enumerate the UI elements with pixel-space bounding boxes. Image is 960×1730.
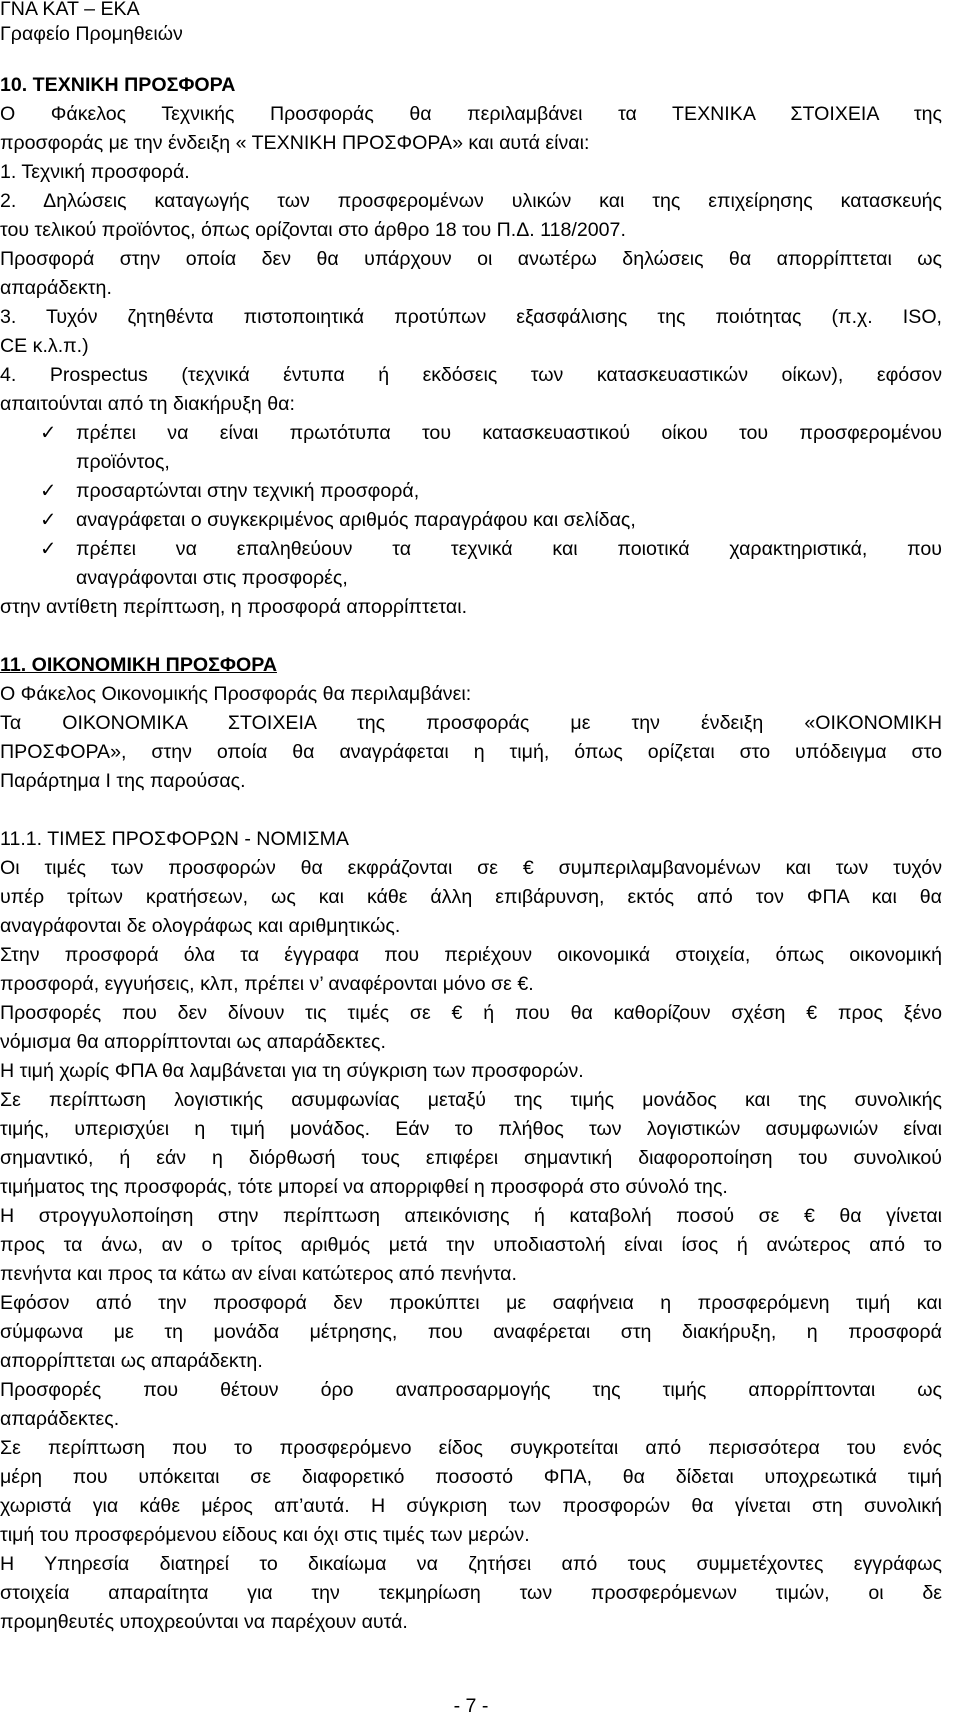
bullet-text-line-2: αναγράφονται στις προσφορές, bbox=[76, 567, 348, 589]
list-item bbox=[0, 419, 942, 477]
checkmark-icon: ✓ bbox=[40, 509, 57, 531]
text-line: Οι τιμές των προσφορών θα εκφράζονται σε € συμπεριλαμβανομένων και των τυχόν bbox=[0, 857, 943, 879]
euro-symbol: € bbox=[522, 857, 534, 879]
checkmark-icon: ✓ bbox=[40, 538, 57, 560]
section-11-paragraph-1: Ο Φάκελος Οικονομικής Προσφοράς θα περιλαμβάνει: bbox=[0, 683, 472, 705]
section-10-item-4-line-2: απαιτούνται από τη διακήρυξη θα: bbox=[0, 393, 295, 415]
section-10-item-2-line-2: του τελικού προϊόντος, όπως ορίζονται στο άρθρο 18 του Π.Δ. 118/2007. bbox=[0, 219, 626, 241]
text-line: απαράδεκτες. bbox=[0, 1408, 120, 1430]
section-10-intro-line-1: Ο Φάκελος Τεχνικής Προσφοράς θα περιλαμβάνει τα ΤΕΧΝΙΚΑ ΣΤΟΙΧΕΙΑ της bbox=[0, 103, 942, 125]
section-11-paragraph-2-line-1: Τα ΟΙΚΟΝΟΜΙΚΑ ΣΤΟΙΧΕΙΑ της προσφοράς με την ένδειξη «ΟΙΚΟΝΟΜΙΚΗ bbox=[0, 712, 942, 734]
section-10-heading: 10. ΤΕΧΝΙΚΗ ΠΡΟΣΦΟΡΑ bbox=[0, 74, 236, 96]
section-11-paragraph-2-line-2: ΠΡΟΣΦΟΡΑ», στην οποία θα αναγράφεται η τιμή, όπως ορίζεται στο υπόδειγμα στο bbox=[0, 741, 942, 763]
bullet-text-line-2: προϊόντος, bbox=[76, 451, 170, 473]
page-header bbox=[0, 0, 183, 47]
text-line: Η στρογγυλοποίηση στην περίπτωση απεικόνισης ή καταβολή ποσού σε € θα γίνεται bbox=[0, 1205, 942, 1227]
list-item bbox=[0, 506, 942, 535]
euro-symbol: € bbox=[806, 1002, 818, 1024]
checkmark-icon: ✓ bbox=[40, 422, 57, 444]
text-line: τιμήματος της προσφοράς, τότε μπορεί να απορριφθεί η προσφορά στο σύνολό της. bbox=[0, 1176, 728, 1198]
section-11-paragraph-2-line-3: Παράρτημα Ι της παρούσας. bbox=[0, 770, 246, 792]
section-10-intro-line-2: προσφοράς με την ένδειξη « ΤΕΧΝΙΚΗ ΠΡΟΣΦΟΡΑ» και αυτά είναι: bbox=[0, 132, 590, 154]
text-line: μέρη που υπόκειται σε διαφορετικό ποσοστό ΦΠΑ, θα δίδεται υποχρεωτικά τιμή bbox=[0, 1466, 942, 1488]
text-line: προσφορά, εγγυήσεις, κλπ, πρέπει ν’ αναφέρονται μόνο σε €. bbox=[0, 973, 534, 995]
header-department: Γραφείο Προμηθειών bbox=[0, 23, 183, 45]
text-line: αναγράφονται δε ολογράφως και αριθμητικώς. bbox=[0, 915, 401, 937]
section-11-heading: 11. ΟΙΚΟΝΟΜΙΚΗ ΠΡΟΣΦΟΡΑ bbox=[0, 654, 277, 676]
text-line: Προσφορές που δεν δίνουν τις τιμές σε € ή που θα καθορίζουν σχέση € προς ξένο bbox=[0, 1002, 942, 1024]
section-11-1-heading: 11.1. ΤΙΜΕΣ ΠΡΟΣΦΟΡΩΝ - ΝΟΜΙΣΜΑ bbox=[0, 828, 349, 850]
section-10-item-4-line-1: 4. Prospectus (τεχνικά έντυπα ή εκδόσεις των κατασκευαστικών οίκων), εφόσον bbox=[0, 364, 942, 386]
text-line: Προσφορές που θέτουν όρο αναπροσαρμογής της τιμής απορρίπτονται ως bbox=[0, 1379, 942, 1401]
text-line: Η Υπηρεσία διατηρεί το δικαίωμα να ζητήσει από τους συμμετέχοντες εγγράφως bbox=[0, 1553, 942, 1575]
checkmark-icon: ✓ bbox=[40, 480, 57, 502]
section-10-item-3-line-2: CE κ.λ.π.) bbox=[0, 335, 89, 357]
section-10-item-2-line-3: Προσφορά στην οποία δεν θα υπάρχουν οι ανωτέρω δηλώσεις θα απορρίπτεται ως bbox=[0, 248, 942, 270]
list-item bbox=[0, 535, 942, 593]
section-10-item-2-line-4: απαράδεκτη. bbox=[0, 277, 112, 299]
text-line: χωριστά για κάθε μέρος απ’αυτά. Η σύγκριση των προσφορών θα γίνεται στη συνολική bbox=[0, 1495, 942, 1517]
euro-symbol: € bbox=[517, 973, 529, 995]
text-line: Εφόσον από την προσφορά δεν προκύπτει με σαφήνεια η προσφερόμενη τιμή και bbox=[0, 1292, 942, 1314]
euro-symbol: € bbox=[803, 1205, 815, 1227]
bullet-text-line-1: πρέπει να είναι πρωτότυπα του κατασκευαστικού οίκου του προσφερομένου bbox=[76, 422, 942, 444]
text-line: απορρίπτεται ως απαράδεκτη. bbox=[0, 1350, 263, 1372]
text-line: πενήντα και προς τα κάτω αν είναι κατώτερος από πενήντα. bbox=[0, 1263, 517, 1285]
bullet-text-line-1: αναγράφεται ο συγκεκριμένος αριθμός παραγράφου και σελίδας, bbox=[76, 509, 636, 531]
section-10-closing: στην αντίθετη περίπτωση, η προσφορά απορρίπτεται. bbox=[0, 596, 468, 618]
section-10-item-2-line-1: 2. Δηλώσεις καταγωγής των προσφερομένων υλικών και της επιχείρησης κατασκευής bbox=[0, 190, 942, 212]
text-line: τιμής, υπερισχύει η τιμή μονάδος. Εάν το πλήθος των λογιστικών ασυμφωνιών είναι bbox=[0, 1118, 942, 1140]
text-line: στοιχεία απαραίτητα για την τεκμηρίωση των προσφερόμενων τιμών, οι δε bbox=[0, 1582, 942, 1604]
bullet-text-line-1: προσαρτώνται στην τεχνική προσφορά, bbox=[76, 480, 420, 502]
text-line: προς τα άνω, αν ο τρίτος αριθμός μετά την υποδιαστολή είναι ίσος ή ανώτερος από το bbox=[0, 1234, 942, 1256]
text-line: Στην προσφορά όλα τα έγγραφα που περιέχουν οικονομικά στοιχεία, όπως οικονομική bbox=[0, 944, 942, 966]
text-line: σύμφωνα με τη μονάδα μέτρησης, που αναφέρεται στη διακήρυξη, η προσφορά bbox=[0, 1321, 942, 1343]
document-body bbox=[0, 71, 942, 1637]
page-number: - 7 - bbox=[453, 1695, 489, 1717]
list-item bbox=[0, 477, 942, 506]
euro-symbol: € bbox=[451, 1002, 463, 1024]
text-line: προμηθευτές υποχρεούνται να παρέχουν αυτά. bbox=[0, 1611, 408, 1633]
text-line: υπέρ τρίτων κρατήσεων, ως και κάθε άλλη επιβάρυνση, εκτός από τον ΦΠΑ και θα bbox=[0, 886, 942, 908]
section-10-item-3-line-1: 3. Τυχόν ζητηθέντα πιστοποιητικά προτύπων εξασφάλισης της ποιότητας (π.χ. ISO, bbox=[0, 306, 942, 328]
text-line: Σε περίπτωση λογιστικής ασυμφωνίας μεταξύ της τιμής μονάδος και της συνολικής bbox=[0, 1089, 942, 1111]
text-line: σημαντικό, ή εάν η διόρθωσή τους επιφέρει σημαντική διαφοροποίηση του συνολικού bbox=[0, 1147, 942, 1169]
section-10-item-1: 1. Τεχνική προσφορά. bbox=[0, 161, 190, 183]
header-organization: ΓΝΑ ΚΑΤ – ΕΚΑ bbox=[0, 0, 140, 20]
text-line: Η τιμή χωρίς ΦΠΑ θα λαμβάνεται για τη σύγκριση των προσφορών. bbox=[0, 1060, 584, 1082]
bullet-text-line-1: πρέπει να επαληθεύουν τα τεχνικά και ποιοτικά χαρακτηριστικά, που bbox=[76, 538, 942, 560]
text-line: νόμισμα θα απορρίπτονται ως απαράδεκτες. bbox=[0, 1031, 386, 1053]
text-line: τιμή του προσφερόμενου είδους και όχι στις τιμές των μερών. bbox=[0, 1524, 530, 1546]
text-line: Σε περίπτωση που το προσφερόμενο είδος συγκροτείται από περισσότερα του ενός bbox=[0, 1437, 942, 1459]
